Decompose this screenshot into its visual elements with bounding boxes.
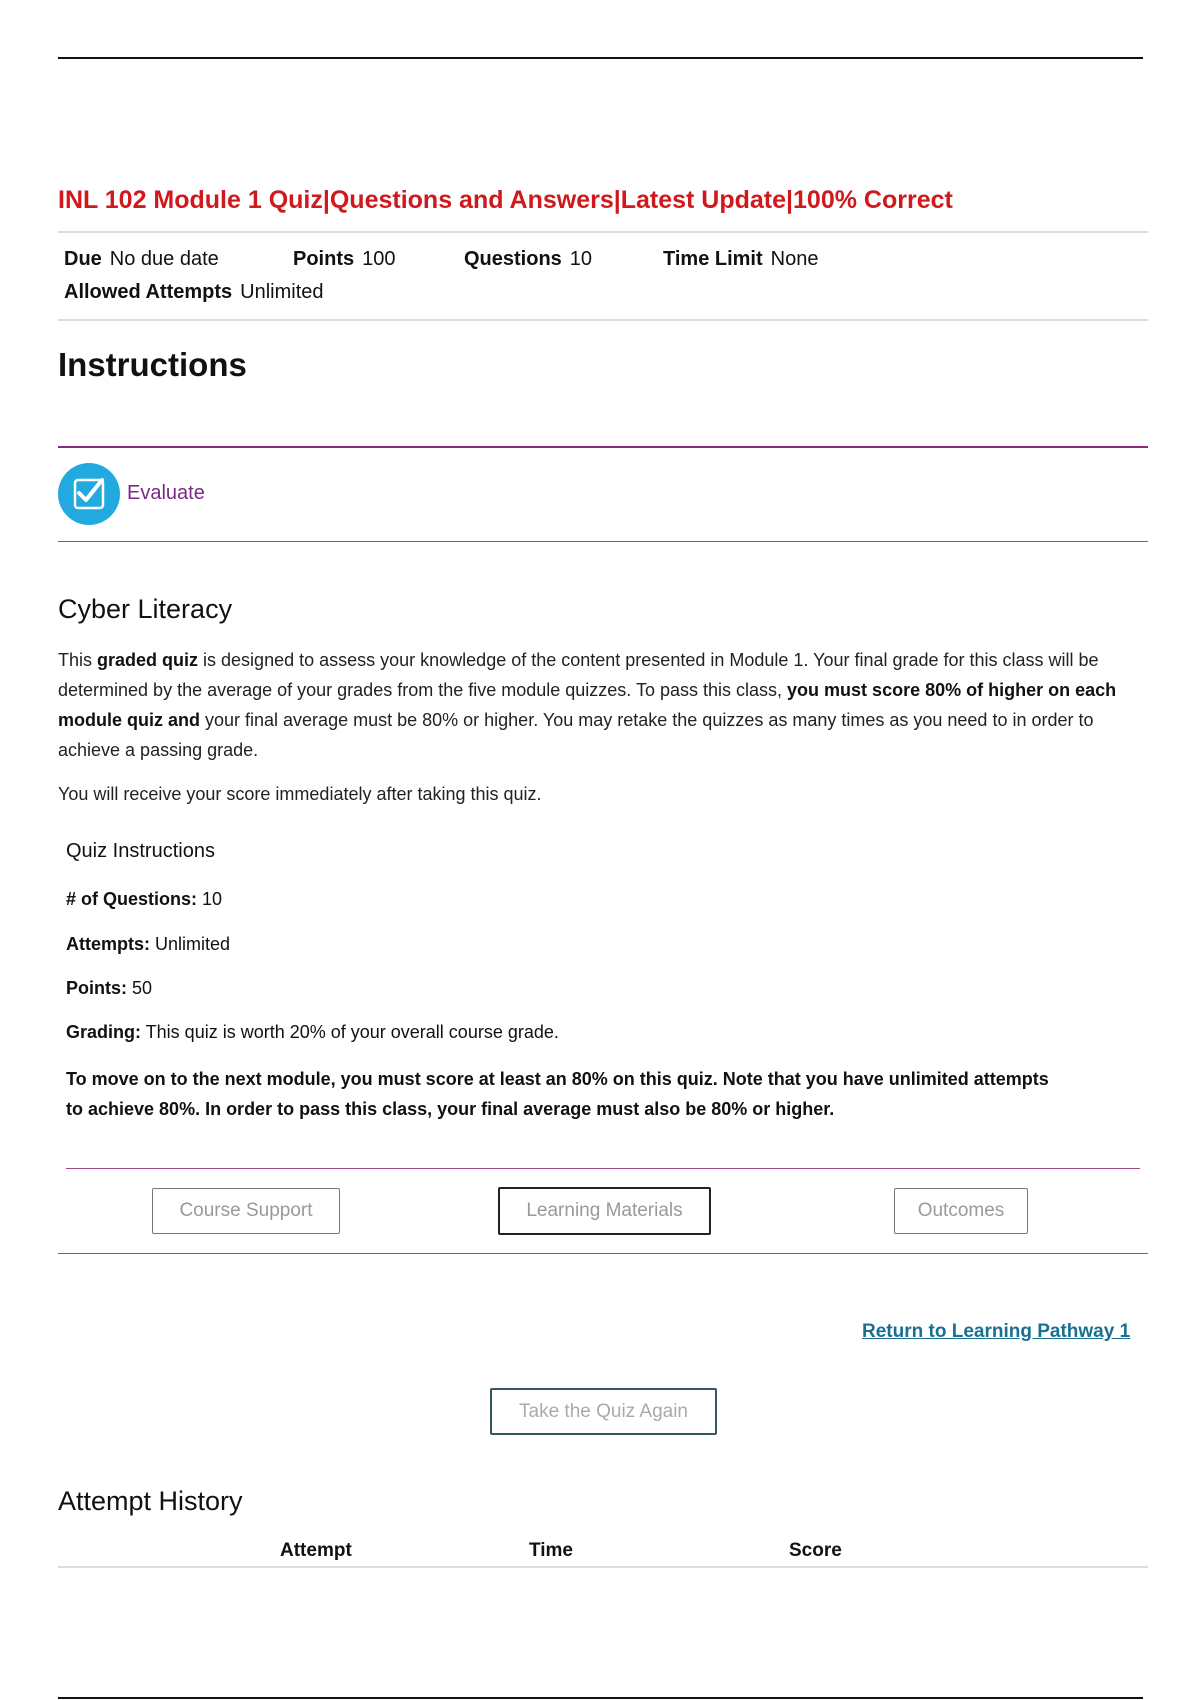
top-rule xyxy=(58,57,1143,59)
divider xyxy=(58,231,1148,233)
qi-questions-value: 10 xyxy=(197,889,223,909)
questions-meta xyxy=(464,248,592,271)
qi-grading-value: This quiz is worth 20% of your overall course grade. xyxy=(141,1022,559,1042)
points-label: Points xyxy=(293,248,355,270)
score-note: You will receive your score immediately after taking this quiz. xyxy=(58,784,542,804)
qi-points xyxy=(66,978,152,999)
purple-divider xyxy=(58,446,1148,448)
purple-divider xyxy=(58,1253,1148,1254)
time-limit-label: Time Limit xyxy=(663,248,763,270)
qi-grading xyxy=(66,1022,559,1043)
instructions-heading: Instructions xyxy=(58,346,247,383)
evaluate-label: Evaluate xyxy=(127,482,205,504)
questions-label: Questions xyxy=(464,248,562,270)
column-header-attempt: Attempt xyxy=(280,1540,352,1561)
quiz-instructions-heading: Quiz Instructions xyxy=(66,840,215,862)
points-value: 100 xyxy=(362,248,396,270)
desc-bold: graded quiz xyxy=(97,650,199,670)
page-title: INL 102 Module 1 Quiz|Questions and Answers|Latest Update|100% Correct xyxy=(58,186,953,214)
qi-attempts-value: Unlimited xyxy=(150,934,231,954)
purple-divider xyxy=(66,1168,1140,1169)
attempts-meta xyxy=(64,281,324,304)
qi-attempts xyxy=(66,934,230,955)
quiz-note: To move on to the next module, you must score at least an 80% on this quiz. Note that you have unlimited attempts to achieve 80%. In order to pass this class, your final average must also be 80% or higher. xyxy=(66,1069,1049,1119)
desc-text: is designed to assess your knowledge of the content presented in Module 1. Your final grade for this class will be determined by the average of your grades from the five module quizzes. To pass this class, xyxy=(58,650,1099,700)
course-support-button[interactable]: Course Support xyxy=(152,1188,340,1234)
qi-points-label: Points: xyxy=(66,978,127,998)
points-meta xyxy=(293,248,396,271)
column-header-score: Score xyxy=(789,1540,842,1561)
due-meta xyxy=(64,248,219,271)
qi-grading-label: Grading: xyxy=(66,1022,141,1042)
due-label: Due xyxy=(64,248,102,270)
checkbox-check-icon xyxy=(58,463,120,525)
description-paragraph xyxy=(58,645,1138,765)
table-header-divider xyxy=(58,1566,1148,1568)
column-header-time: Time xyxy=(529,1540,574,1561)
learning-materials-button[interactable]: Learning Materials xyxy=(498,1187,711,1235)
attempts-label: Allowed Attempts xyxy=(64,281,233,303)
time-limit-meta xyxy=(663,248,818,271)
return-to-pathway-link[interactable]: Return to Learning Pathway 1 xyxy=(862,1321,1131,1342)
section-heading: Cyber Literacy xyxy=(58,594,233,624)
outcomes-button[interactable]: Outcomes xyxy=(894,1188,1028,1234)
qi-attempts-label: Attempts: xyxy=(66,934,150,954)
desc-bold: you must score 80% of higher on each module quiz and xyxy=(58,680,1117,730)
divider xyxy=(58,319,1148,321)
questions-value: 10 xyxy=(569,248,593,270)
qi-questions-label: # of Questions: xyxy=(66,889,198,909)
attempts-value: Unlimited xyxy=(240,281,324,303)
due-value: No due date xyxy=(109,248,219,270)
purple-divider xyxy=(58,541,1148,542)
qi-questions xyxy=(66,889,222,910)
desc-text: your final average must be 80% or higher. You may retake the quizzes as many times as you need to in order to achieve a passing grade. xyxy=(58,710,1094,760)
bottom-rule xyxy=(58,1697,1143,1699)
take-quiz-again-button[interactable]: Take the Quiz Again xyxy=(490,1388,717,1435)
qi-points-value: 50 xyxy=(127,978,153,998)
attempt-history-heading: Attempt History xyxy=(58,1486,243,1516)
time-limit-value: None xyxy=(770,248,819,270)
desc-text: This xyxy=(58,650,98,670)
